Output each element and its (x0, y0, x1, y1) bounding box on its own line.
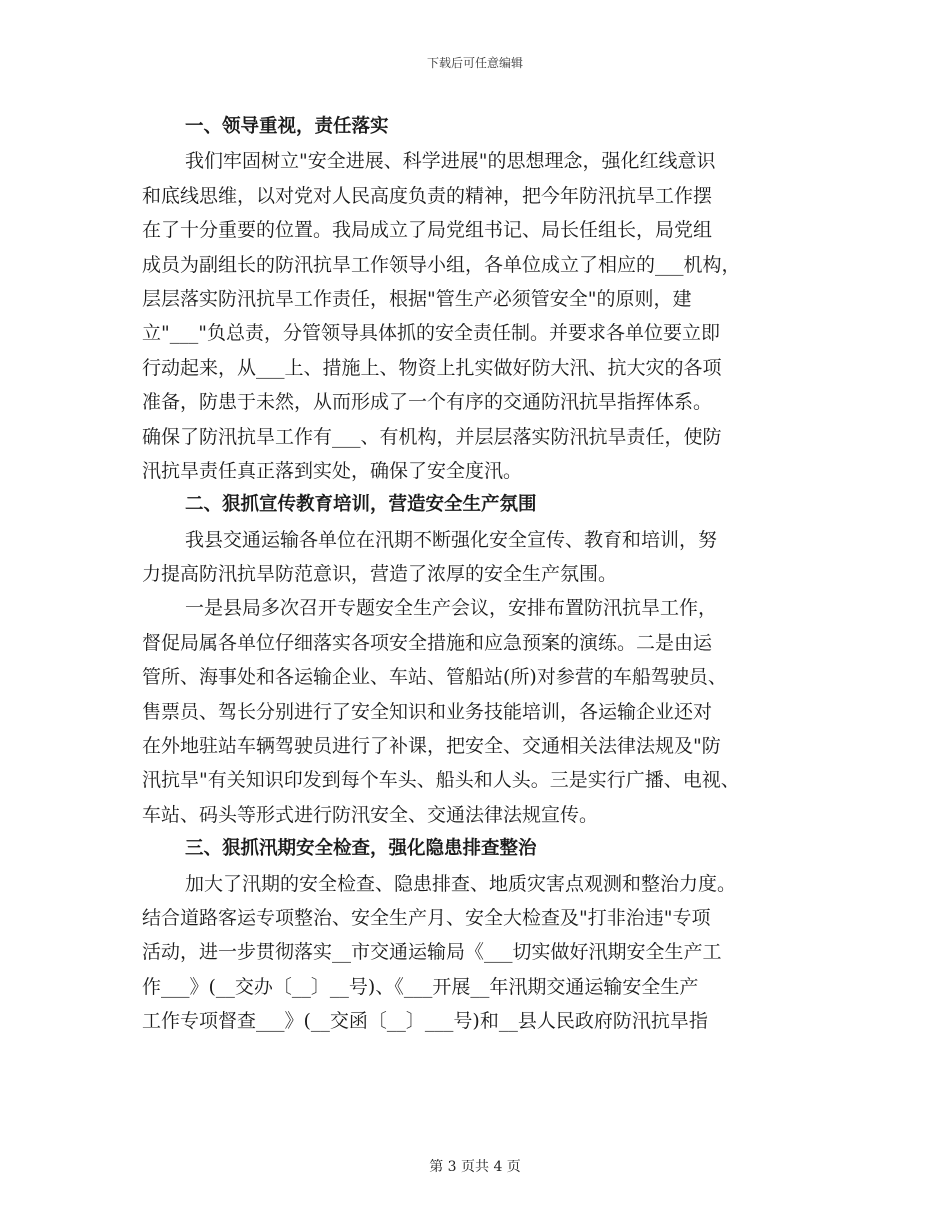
paragraph-line: 汛抗旱责任真正落到实处，确保了安全度汛。 (142, 459, 523, 482)
paragraph-line: 准备，防患于未然，从而形成了一个有序的交通防汛抗旱指挥体系。 (142, 391, 713, 414)
page-header: 下载后可任意编辑 (426, 56, 523, 70)
document-body (142, 110, 810, 1039)
paragraph-line: 督促局属各单位仔细落实各项安全措施和应急预案的演练。二是由运 (142, 631, 713, 654)
paragraph-line: 结合道路客运专项整治、安全生产月、安全大检查及"打非治违"专项 (142, 906, 711, 929)
paragraph-line: 力提高防汛抗旱防范意识，营造了浓厚的安全生产氛围。 (142, 563, 618, 586)
paragraph-line: 在了十分重要的位置。我局成立了局党组书记、局长任组长，局党组 (142, 219, 713, 242)
paragraph-line: 一是县局多次召开专题安全生产会议，安排布置防汛抗旱工作， (185, 597, 718, 620)
paragraph-line: 车站、码头等形式进行防汛安全、交通法律法规宣传。 (142, 803, 599, 826)
paragraph-line: 售票员、驾长分别进行了安全知识和业务技能培训，各运输企业还对 (142, 700, 713, 723)
paragraph-line: 我们牢固树立"安全进展、科学进展"的思想理念，强化红线意识 (185, 150, 716, 173)
paragraph-line: 层层落实防汛抗旱工作责任，根据"管生产必须管安全"的原则，建 (142, 287, 692, 310)
page-footer: 第 3 页共 4 页 (429, 1159, 521, 1175)
paragraph-line: 成员为副组长的防汛抗旱工作领导小组，各单位成立了相应的___机构， (142, 253, 741, 276)
paragraph-line: 加大了汛期的安全检查、隐患排查、地质灾害点观测和整治力度。 (185, 872, 737, 895)
paragraph-line: 汛抗旱"有关知识印发到每个车头、船头和人头。三是实行广播、电视、 (142, 769, 740, 792)
paragraph-line: 工作专项督查___》(__交函〔__〕___号)和__县人民政府防汛抗旱指 (142, 1010, 708, 1033)
section-heading-1: 一、领导重视，责任落实 (185, 116, 389, 137)
paragraph-line: 活动，进一步贯彻落实__市交通运输局《___切实做好汛期安全生产工 (142, 941, 722, 964)
paragraph-line: 作___》(__交办〔__〕__号)、《___开展__年汛期交通运输安全生产 (142, 975, 699, 998)
paragraph-line: 我县交通运输各单位在汛期不断强化安全宣传、教育和培训，努 (185, 528, 718, 551)
paragraph-line: 立"___"负总责，分管领导具体抓的安全责任制。并要求各单位要立即 (142, 322, 720, 345)
paragraph-line: 和底线思维，以对党对人民高度负责的精神，把今年防汛抗旱工作摆 (142, 184, 713, 207)
section-heading-3: 三、狠抓汛期安全检查，强化隐患排查整治 (185, 838, 537, 860)
paragraph-line: 确保了防汛抗旱工作有___、有机构，并层层落实防汛抗旱责任，使防 (142, 425, 722, 448)
section-heading-2: 二、狠抓宣传教育培训，营造安全生产氛围 (185, 494, 537, 516)
paragraph-line: 管所、海事处和各运输企业、车站、管船站(所)对参营的车船驾驶员、 (142, 666, 727, 689)
paragraph-line: 行动起来，从___上、措施上、物资上扎实做好防大汛、抗大灾的各项 (142, 356, 722, 379)
paragraph-line: 在外地驻站车辆驾驶员进行了补课，把安全、交通相关法律法规及"防 (142, 735, 721, 758)
